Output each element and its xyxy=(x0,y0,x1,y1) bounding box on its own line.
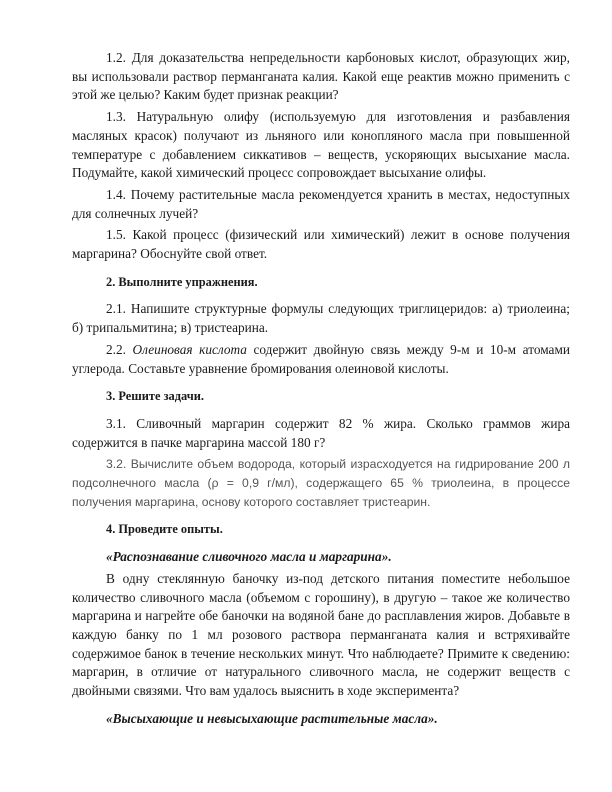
task-3-1: 3.1. Сливочный маргарин содержит 82 % жира. Сколько граммов жира содержится в пачке маргарина массой 180 г? xyxy=(72,415,570,450)
experiment-2-title: «Высыхающие и невысыхающие растительные масла». xyxy=(106,710,438,726)
experiment-1-title: «Распознавание сливочного масла и маргарина». xyxy=(106,549,392,565)
exercise-2-1: 2.1. Напишите структурные формулы следующих триглицеридов: а) триолеина; б) трипальмитина; в) тристеарина. xyxy=(72,301,570,336)
oleic-acid-term: Олеиновая кислота xyxy=(132,341,247,357)
section-3-heading: 3. Решите задачи. xyxy=(106,389,204,404)
question-1-5: 1.5. Какой процесс (физический или химический) лежит в основе получения маргарина? Обоснуйте свой ответ. xyxy=(72,227,570,262)
exercise-2-2 xyxy=(72,341,570,378)
task-3-2: 3.2. Вычислите объем водорода, который израсходуется на гидрирование 200 л подсолнечного масла (ρ = 0,9 г/мл), содержащего 65 % триолеина, в процессе получения маргарина, основу которого составляет тристеарин. xyxy=(72,457,570,509)
question-1-4: 1.4. Почему растительные масла рекомендуется хранить в местах, недоступных для солнечных лучей? xyxy=(72,186,570,221)
exercise-2-2-text: содержит двойную связь между 9-м и 10-м атомами углерода. Составьте уравнение бромирования олеиновой кислоты. xyxy=(72,341,570,376)
document-page xyxy=(72,49,570,729)
question-1-2: 1.2. Для доказательства непредельности карбоновых кислот, образующих жир, вы использовали раствор перманганата калия. Какой еще реактив можно применить с этой же целью? Каким будет признак реакции? xyxy=(72,50,570,103)
question-1-3: 1.3. Натуральную олифу (используемую для изготовления и разбавления масляных красок) получают из льняного или конопляного масла при повышенной температуре с добавлением сиккативов – веществ, ускоряющих высыхание масла. Подумайте, какой химический процесс сопровождает высыхание олифы. xyxy=(72,109,570,181)
section-2-heading: 2. Выполните упражнения. xyxy=(106,274,258,289)
exercise-2-2-number: 2.2. xyxy=(106,341,133,357)
section-4-heading: 4. Проведите опыты. xyxy=(106,522,223,537)
experiment-1-text: В одну стеклянную баночку из-под детского питания поместите небольшое количество сливочного масла (объемом с горошину), в другую – такое же количество маргарина и нагрейте обе баночки на водяной бане до расплавления жиров. Добавьте в каждую банку по 1 мл розового раствора перманганата калия и встряхивайте содержимое банок в течение нескольких минут. Что наблюдаете? Примите к сведению: маргарин, в отличие от натурального сливочного масла, не содержит веществ с двойными связями. Что вам удалось выяснить в ходе эксперимента? xyxy=(72,570,570,699)
